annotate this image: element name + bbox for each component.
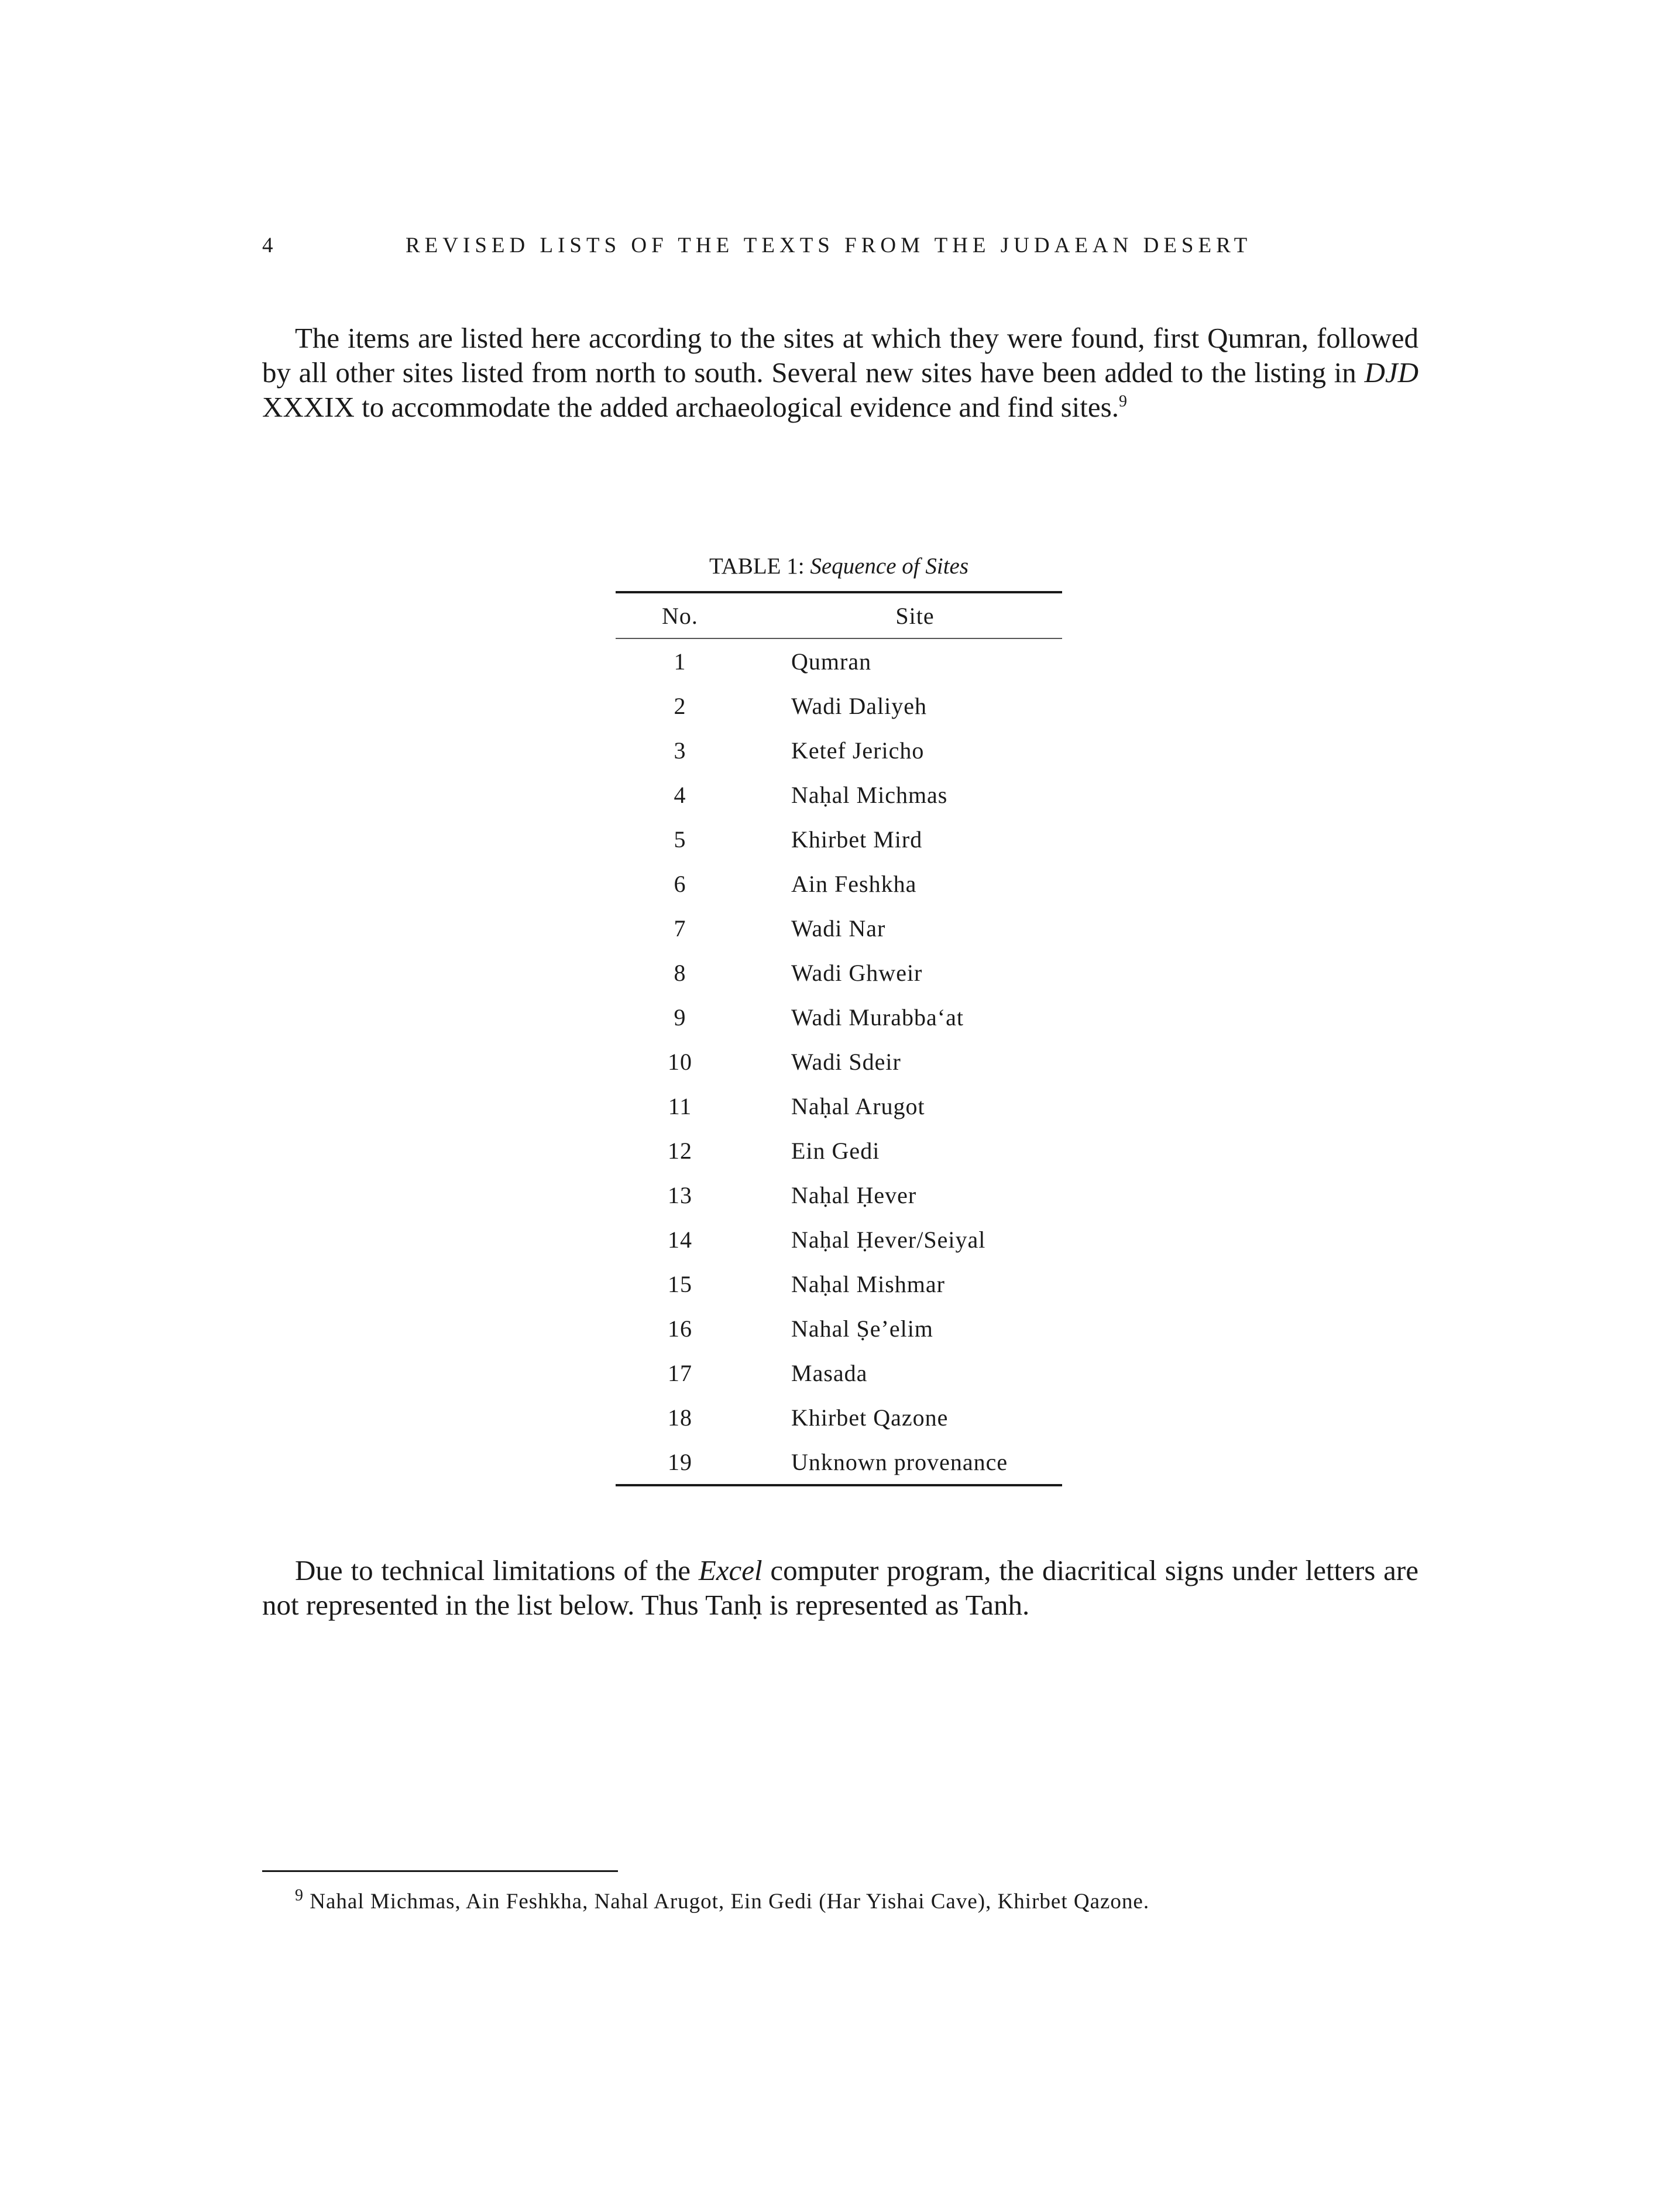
djd-abbreviation: DJD — [1364, 356, 1418, 389]
table-row — [616, 1395, 1062, 1440]
intro-paragraph — [262, 321, 1418, 424]
site-name: Wadi Sdeir — [791, 1048, 901, 1075]
site-name: Ketef Jericho — [791, 737, 925, 764]
site-name: Naḥal Mishmar — [791, 1270, 945, 1297]
intro-text-start: The items are listed here according to the sites at which they were found, first Qumran, followed by all other sites listed from north to south. Several new sites have been added to the listing in — [262, 322, 1418, 389]
table-row — [616, 995, 1062, 1039]
site-number: 13 — [668, 1181, 692, 1208]
site-name: Wadi Ghweir — [791, 959, 923, 986]
site-name: Masada — [791, 1359, 868, 1386]
closing-text-start: Due to technical limitations of the — [295, 1554, 699, 1586]
site-number: 6 — [674, 870, 686, 897]
site-number: 17 — [668, 1359, 692, 1386]
sites-table-container — [616, 550, 1062, 1486]
site-number: 11 — [668, 1093, 692, 1119]
site-number: 5 — [674, 826, 686, 853]
site-number: 4 — [674, 781, 686, 808]
table-row — [616, 772, 1062, 817]
table-row — [616, 861, 1062, 906]
table-caption — [616, 550, 1062, 591]
footnote-reference[interactable]: 9 — [1118, 392, 1127, 411]
closing-paragraph — [262, 1553, 1418, 1622]
site-number: 8 — [674, 959, 686, 986]
site-number: 16 — [668, 1315, 692, 1342]
table-row — [616, 1217, 1062, 1262]
sites-table — [616, 591, 1062, 1486]
table-row — [616, 1084, 1062, 1128]
site-name: Naḥal Ḥever — [791, 1181, 917, 1208]
table-row — [616, 1351, 1062, 1395]
site-number: 14 — [668, 1226, 692, 1253]
site-name: Unknown provenance — [791, 1440, 1062, 1485]
site-name: Naḥal Ḥever/Seiyal — [791, 1226, 986, 1253]
site-name: Nahal Ṣe’elim — [791, 1315, 933, 1342]
site-number: 19 — [616, 1440, 791, 1485]
header-site: Site — [791, 592, 1062, 638]
site-number: 10 — [668, 1048, 692, 1075]
site-name: Ein Gedi — [791, 1137, 880, 1164]
site-number: 1 — [674, 648, 686, 675]
closing-text-end: computer program, the diacritical signs under letters are not represented in the list below. Thus Tanḥ is represented as Tanh. — [262, 1554, 1418, 1621]
site-name: Naḥal Arugot — [791, 1093, 925, 1119]
table-caption-title: Sequence of Sites — [810, 554, 969, 579]
site-number: 12 — [668, 1137, 692, 1164]
site-name: Wadi Daliyeh — [791, 692, 928, 719]
table-row — [616, 1128, 1062, 1173]
table-row — [616, 1440, 1062, 1485]
footnote-number: 9 — [295, 1886, 304, 1905]
site-number: 9 — [674, 1004, 686, 1031]
table-row — [616, 638, 1062, 683]
site-name: Wadi Nar — [791, 915, 886, 942]
page-number: 4 — [262, 233, 273, 257]
site-number: 2 — [674, 692, 686, 719]
table-body — [616, 638, 1062, 1485]
intro-text-end: XXXIX to accommodate the added archaeological evidence and find sites. — [262, 391, 1119, 423]
footnote-rule — [262, 1870, 618, 1872]
header-no: No. — [616, 592, 791, 638]
site-name: Wadi Murabba‘at — [791, 1004, 964, 1031]
site-name: Ain Feshkha — [791, 870, 917, 897]
table-row — [616, 1173, 1062, 1217]
footnote — [295, 1886, 1407, 1914]
site-name: Naḥal Michmas — [791, 781, 948, 808]
table-row — [616, 1039, 1062, 1084]
site-name: Khirbet Mird — [791, 826, 923, 853]
site-name: Qumran — [791, 648, 872, 675]
table-row — [616, 1306, 1062, 1351]
table-row — [616, 817, 1062, 861]
table-row — [616, 683, 1062, 728]
table-header-row — [616, 592, 1062, 638]
site-number: 3 — [674, 737, 686, 764]
site-number: 18 — [668, 1404, 692, 1431]
running-title: REVISED LISTS OF THE TEXTS FROM THE JUDAEAN DESERT — [406, 233, 1252, 257]
footnote-text: Nahal Michmas, Ain Feshkha, Nahal Arugot, Ein Gedi (Har Yishai Cave), Khirbet Qazone. — [304, 1890, 1150, 1914]
site-number: 7 — [674, 915, 686, 942]
site-name: Khirbet Qazone — [791, 1404, 949, 1431]
running-head — [262, 233, 1276, 262]
table-row — [616, 906, 1062, 950]
table-row — [616, 1262, 1062, 1306]
excel-name: Excel — [698, 1554, 762, 1586]
table-row — [616, 950, 1062, 995]
site-number: 15 — [668, 1270, 692, 1297]
table-caption-label: TABLE 1: — [709, 554, 810, 579]
table-row — [616, 728, 1062, 772]
